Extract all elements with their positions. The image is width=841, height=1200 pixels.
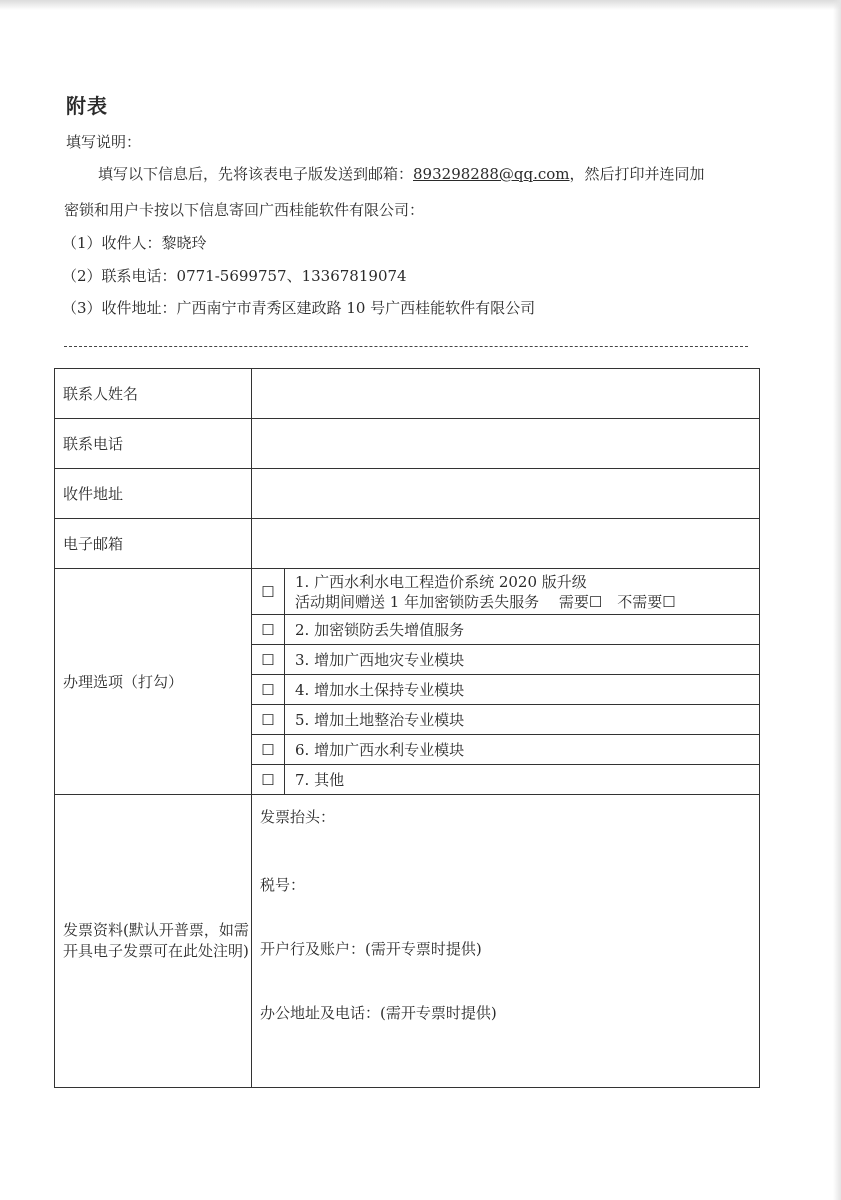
option-1-line1: 1. 广西水利水电工程造价系统 2020 版升级 xyxy=(295,572,587,591)
invoice-title-label: 发票抬头： xyxy=(260,808,336,826)
option-6-text: 6. 增加广西水利专业模块 xyxy=(285,735,760,765)
page-title: 附表 xyxy=(66,94,108,118)
phone-label: 联系电话 xyxy=(55,419,252,469)
options-label: 办理选项（打勾） xyxy=(55,569,252,795)
address-line: （3）收件地址：广西南宁市青秀区建政路 10 号广西桂能软件有限公司 xyxy=(62,299,536,317)
contact-name-label: 联系人姓名 xyxy=(55,369,252,419)
option-6-checkbox[interactable]: ☐ xyxy=(252,735,285,765)
option-7-text: 7. 其他 xyxy=(285,765,760,795)
contact-name-field[interactable] xyxy=(252,369,760,419)
application-form xyxy=(54,368,760,1088)
invoice-label: 发票资料(默认开普票，如需开具电子发票可在此处注明) xyxy=(55,795,252,1088)
option-2-checkbox[interactable]: ☐ xyxy=(252,615,285,645)
phone-field[interactable] xyxy=(252,419,760,469)
scan-edge-right xyxy=(833,0,841,1200)
scan-edge xyxy=(0,0,841,10)
option-4-text: 4. 增加水土保持专业模块 xyxy=(285,675,760,705)
phone-line: （2）联系电话：0771-5699757、13367819074 xyxy=(62,267,407,285)
option-2-text: 2. 加密锁防丢失增值服务 xyxy=(285,615,760,645)
option-3-text: 3. 增加广西地灾专业模块 xyxy=(285,645,760,675)
option-5-text: 5. 增加土地整治专业模块 xyxy=(285,705,760,735)
address-label: 收件地址 xyxy=(55,469,252,519)
address-field[interactable] xyxy=(252,469,760,519)
instructions-paragraph-line1 xyxy=(98,164,705,184)
invoice-office-label: 办公地址及电话：(需开专票时提供) xyxy=(260,1004,497,1022)
invoice-field[interactable] xyxy=(252,795,760,1088)
cut-line xyxy=(64,346,748,347)
instructions-title: 填写说明： xyxy=(66,133,142,151)
option-1-text xyxy=(285,569,760,615)
invoice-bank-label: 开户行及账户：(需开专票时提供) xyxy=(260,940,482,958)
recipient-line: （1）收件人：黎晓玲 xyxy=(62,234,207,252)
instructions-paragraph-line2: 密锁和用户卡按以下信息寄回广西桂能软件有限公司： xyxy=(64,201,425,219)
option-4-checkbox[interactable]: ☐ xyxy=(252,675,285,705)
instructions-prefix: 填写以下信息后，先将该表电子版发送到邮箱： xyxy=(98,165,414,183)
option-3-checkbox[interactable]: ☐ xyxy=(252,645,285,675)
option-7-checkbox[interactable]: ☐ xyxy=(252,765,285,795)
email-field[interactable] xyxy=(252,519,760,569)
option-1-line2: 活动期间赠送 1 年加密锁防丢失服务 需要☐ 不需要☐ xyxy=(295,592,676,611)
email-label: 电子邮箱 xyxy=(55,519,252,569)
option-5-checkbox[interactable]: ☐ xyxy=(252,705,285,735)
email-link[interactable]: 893298288@qq.com xyxy=(413,165,570,183)
instructions-suffix: ，然后打印并连同加 xyxy=(569,165,705,183)
invoice-tax-no-label: 税号： xyxy=(260,876,306,894)
option-1-checkbox[interactable]: ☐ xyxy=(252,569,285,615)
